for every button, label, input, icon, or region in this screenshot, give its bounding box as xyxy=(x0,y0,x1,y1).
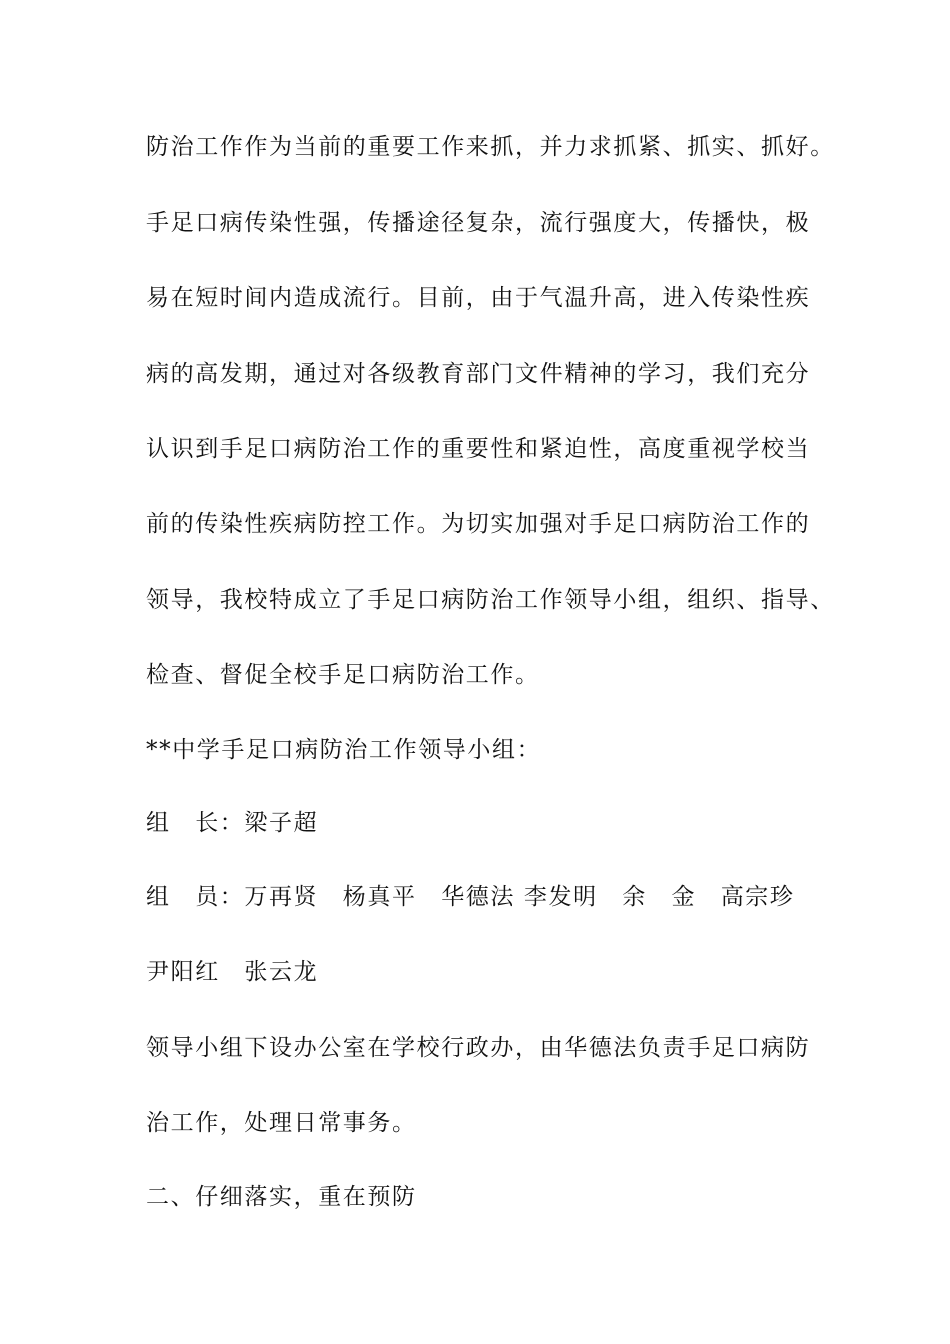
group-members-line: 组 员：万再贤 杨真平 华德法 李发明 余 金 高宗珍 xyxy=(146,884,795,910)
group-heading: **中学手足口病防治工作领导小组： xyxy=(146,737,542,763)
body-line-7: 领导，我校特成立了手足口病防治工作领导小组，组织、指导、 xyxy=(146,587,835,613)
body-line-1: 防治工作作为当前的重要工作来抓，并力求抓紧、抓实、抓好。 xyxy=(146,134,835,160)
group-leader-line: 组 长：梁子超 xyxy=(146,810,319,836)
body-line-2: 手足口病传染性强，传播途径复杂，流行强度大，传播快，极 xyxy=(146,210,811,236)
body-line-3: 易在短时间内造成流行。目前，由于气温升高，进入传染性疾 xyxy=(146,285,811,311)
body-line-8: 检查、督促全校手足口病防治工作。 xyxy=(146,662,540,688)
group-members-continued: 尹阳红 张云龙 xyxy=(146,959,319,985)
body-line-13: 领导小组下设办公室在学校行政办，由华德法负责手足口病防 xyxy=(146,1035,811,1061)
body-line-4: 病的高发期，通过对各级教育部门文件精神的学习，我们充分 xyxy=(146,361,811,387)
body-line-6: 前的传染性疾病防控工作。为切实加强对手足口病防治工作的 xyxy=(146,511,811,537)
body-line-5: 认识到手足口病防治工作的重要性和紧迫性，高度重视学校当 xyxy=(146,436,811,462)
section-heading: 二、仔细落实，重在预防 xyxy=(146,1184,417,1210)
body-line-14: 治工作，处理日常事务。 xyxy=(146,1110,417,1136)
